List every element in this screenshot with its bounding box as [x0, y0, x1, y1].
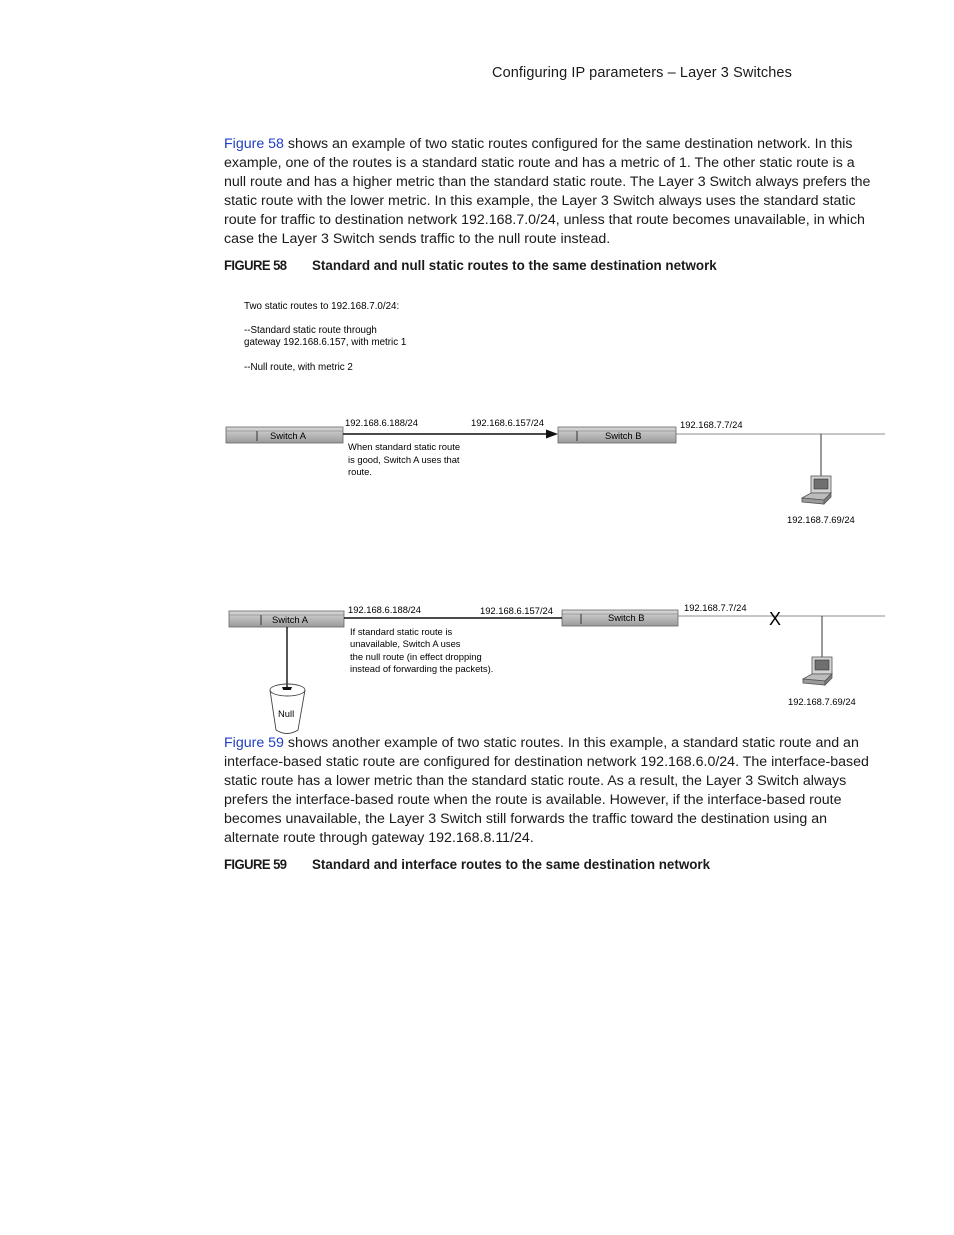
figure-number: FIGURE 59	[224, 857, 287, 873]
host-computer-icon	[802, 476, 831, 504]
ip-label: 192.168.7.7/24	[684, 602, 747, 613]
ip-label: 192.168.6.157/24	[480, 605, 553, 616]
failure-x-icon: X	[769, 609, 782, 629]
switch-b-top	[558, 427, 676, 443]
switch-a-label: Switch A	[270, 430, 306, 441]
route-description: If standard static route is	[350, 626, 453, 637]
route-description: instead of forwarding the packets).	[350, 663, 494, 674]
route-description: unavailable, Switch A uses	[350, 638, 461, 649]
figure-number: FIGURE 58	[224, 258, 287, 274]
switch-b-bottom	[562, 610, 678, 626]
host-computer-icon	[803, 657, 832, 685]
null-label: Null	[278, 708, 295, 719]
note-line: --Standard static route through	[244, 325, 377, 336]
paragraph-text: shows another example of two static routes. In this example, a standard static route and an interface-based static route are configured for destination network 192.168.6.0/24. The interface-based static route has a lower metric than the standard static route. As a result, the Layer 3 Switch always prefers the interface-based route when the route is available. However, if the interface-based route becomes unavailable, the Layer 3 Switch still forwards the traffic toward the destination using an alternate route through gateway 192.168.8.11/24.	[224, 735, 869, 846]
paragraph-figure59-intro	[224, 734, 874, 847]
route-description: When standard static route	[348, 441, 461, 452]
switch-a-bottom	[229, 611, 344, 627]
ip-label: 192.168.6.188/24	[345, 417, 418, 428]
route-description: route.	[348, 466, 372, 477]
figure-title: Standard and interface routes to the same destination network	[312, 857, 711, 872]
ip-label: 192.168.7.69/24	[787, 514, 855, 525]
figure59-link[interactable]: Figure 59	[224, 735, 284, 751]
ip-label: 192.168.6.157/24	[471, 417, 544, 428]
ip-label: 192.168.6.188/24	[348, 604, 421, 615]
switch-a-top	[226, 427, 343, 443]
note-line: --Null route, with metric 2	[244, 362, 353, 373]
switch-a-label: Switch A	[272, 614, 308, 625]
note-line: Two static routes to 192.168.7.0/24:	[244, 301, 400, 312]
figure59-caption	[224, 857, 710, 873]
note-line: gateway 192.168.6.157, with metric 1	[244, 337, 407, 348]
switch-b-label: Switch B	[605, 430, 642, 441]
paragraph-text: shows an example of two static routes configured for the same destination network. In this example, one of the routes is a standard static route and has a metric of 1. The other static route is a null route and has a higher metric than the standard static route. The Layer 3 Switch always prefers the static route with the lower metric. In this example, the Layer 3 Switch always uses the standard static route for traffic to destination network 192.168.7.0/24, unless that route becomes unavailable, in which case the Layer 3 Switch sends traffic to the null route instead.	[224, 136, 871, 247]
switch-b-label: Switch B	[608, 612, 645, 623]
figure-title: Standard and null static routes to the same destination network	[312, 258, 717, 273]
running-header: Configuring IP parameters – Layer 3 Switches	[492, 65, 792, 81]
arrow-head-icon	[546, 430, 558, 439]
figure58-link[interactable]: Figure 58	[224, 136, 284, 152]
ip-label: 192.168.7.69/24	[788, 696, 856, 707]
ip-label: 192.168.7.7/24	[680, 419, 743, 430]
route-description: the null route (in effect dropping	[350, 651, 482, 662]
route-description: is good, Switch A uses that	[348, 454, 460, 465]
null-bucket-icon	[270, 684, 305, 734]
